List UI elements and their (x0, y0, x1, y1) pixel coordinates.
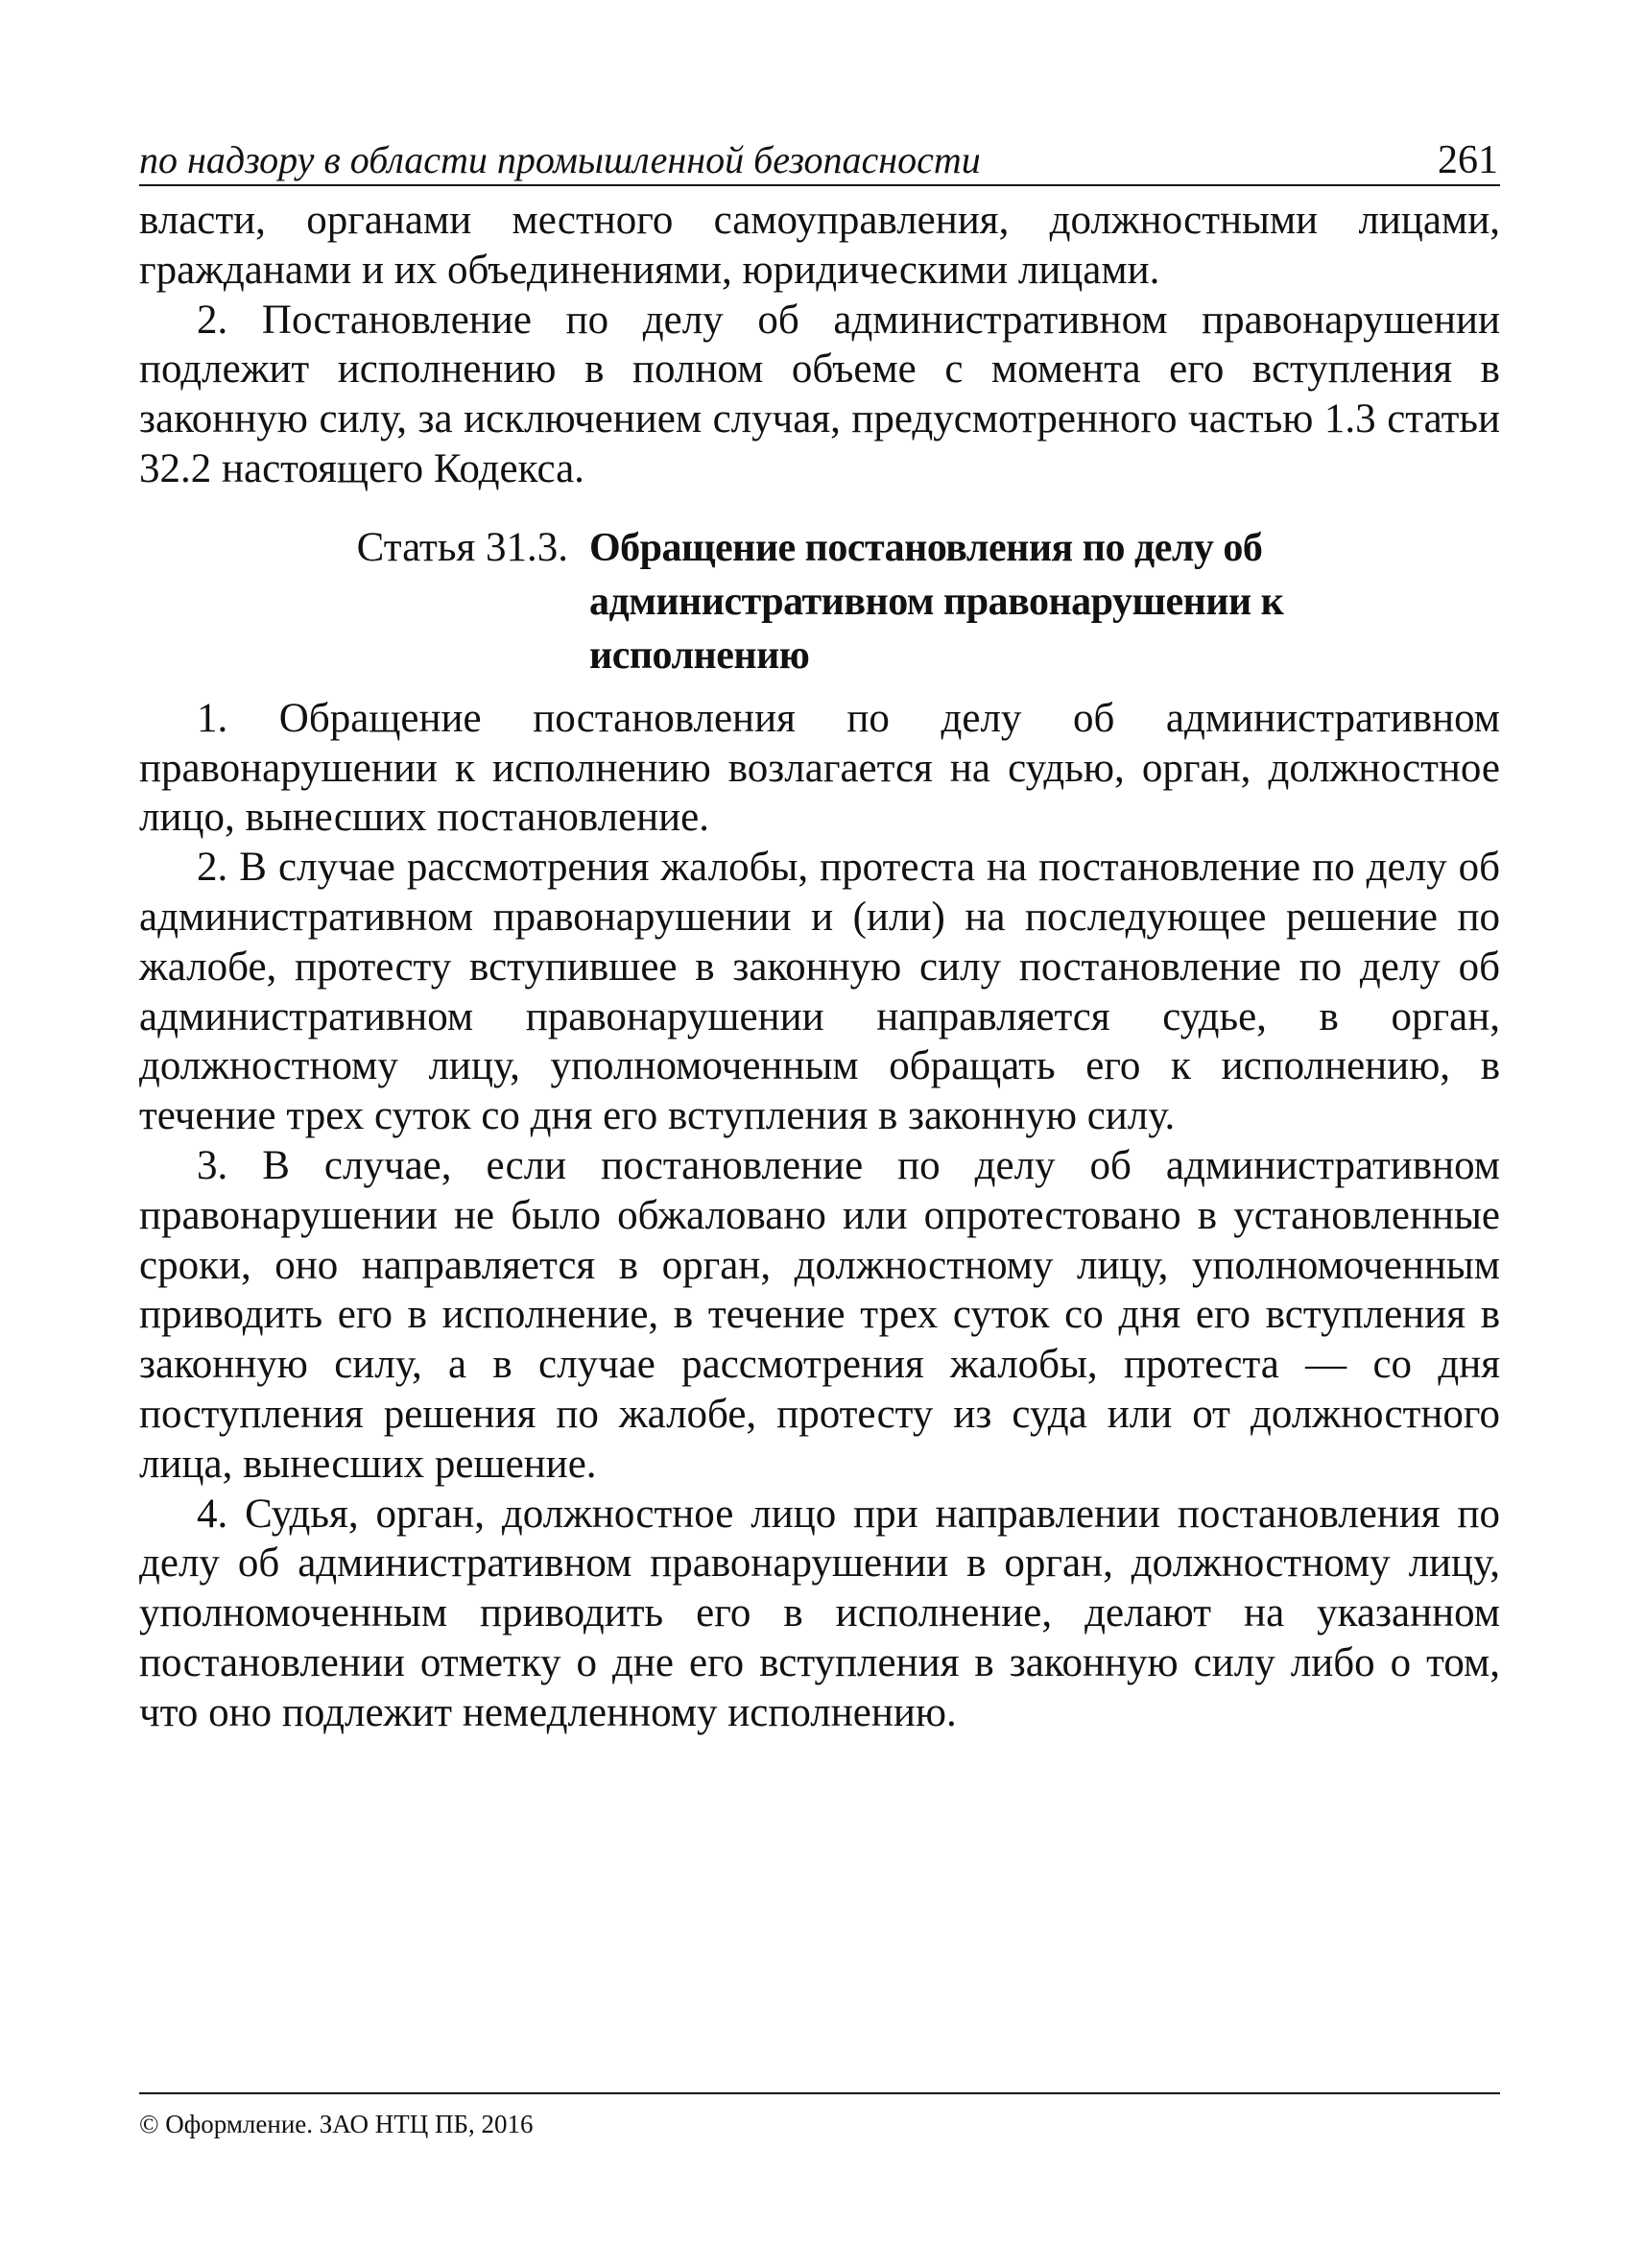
article-paragraph-2: 2. В случае рассмотрения жалобы, протеста на постановление по делу об административном правонарушении и (или) на последующее решение по жалобе, протесту вступившее в законную силу постановление по делу об административном правонарушении направляется судье, в орган, должностному лицу, уполномоченным обращать его к исполнению, в течение трех суток со дня его вступления в законную силу. (139, 845, 1500, 1139)
page-body (139, 196, 1500, 1738)
header-title: по надзору в области промышленной безопасности (139, 138, 981, 181)
article-paragraph-1: 1. Обращение постановления по делу об административном правонарушении к исполнению возлагается на судью, орган, должностное лицо, вынесших постановление. (139, 695, 1500, 841)
copyright-notice: © Оформление. ЗАО НТЦ ПБ, 2016 (139, 2110, 534, 2138)
article-title: Обращение постановления по делу об административном правонарушении к исполнению (589, 525, 1284, 678)
paragraph-item-2: 2. Постановление по делу об административном правонарушении подлежит исполнению в полном объеме с момента его вступления в законную силу, за исключением случая, предусмотренного частью 1.3 статьи 32.2 настоящего Кодекса. (139, 297, 1500, 491)
page-number: 261 (1438, 138, 1498, 182)
document-page (139, 125, 1500, 1738)
page-footer (139, 2092, 1500, 2140)
paragraph-continued: власти, органами местного самоуправления, должностными лицами, гражданами и их объединениями, юридическими лицами. (139, 198, 1500, 293)
article-heading (139, 521, 1500, 682)
article-paragraph-3: 3. В случае, если постановление по делу об административном правонарушении не было обжаловано или опротестовано в установленные сроки, оно направляется в орган, должностному лицу, уполномоченным приводить его в исполнение, в течение трех суток со дня его вступления в законную силу, а в случае рассмотрения жалобы, протеста — со дня поступления решения по жалобе, протесту из суда или от должностного лица, вынесших решение. (139, 1142, 1500, 1487)
running-header (139, 125, 1500, 186)
article-paragraph-4: 4. Судья, орган, должностное лицо при направлении постановления по делу об административном правонарушении в орган, должностному лицу, уполномоченным приводить его в исполнение, делают на указанном постановлении отметку о дне его вступления в законную силу либо о том, что оно подлежит немедленному исполнению. (139, 1491, 1500, 1735)
article-number: Статья 31.3. (356, 524, 568, 570)
